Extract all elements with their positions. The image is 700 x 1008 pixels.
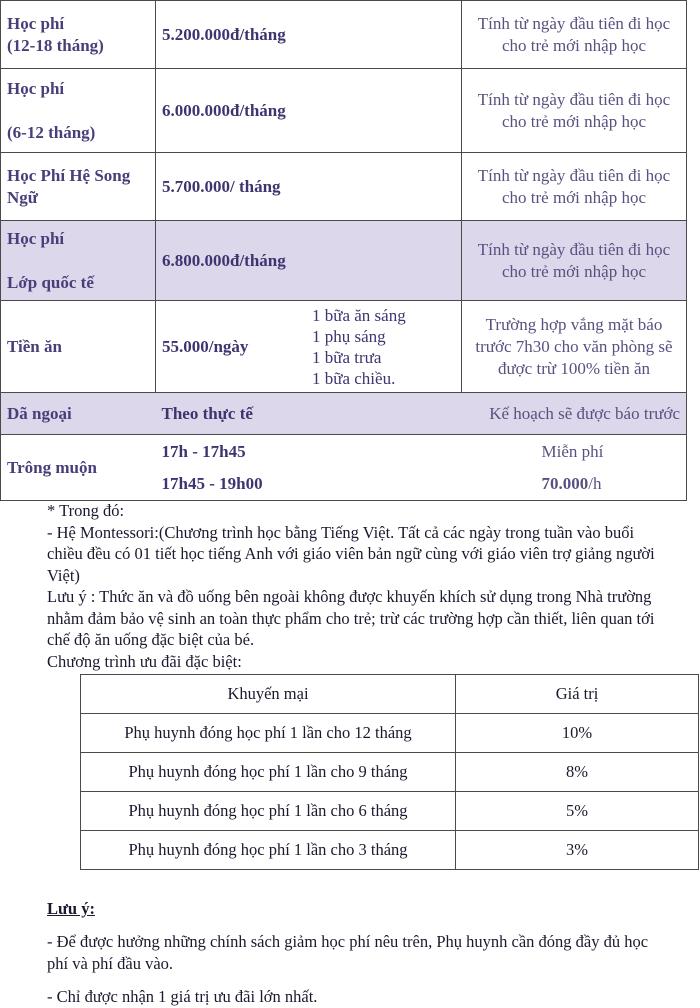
- fee-row-label: Học phí (12-18 tháng): [1, 1, 156, 69]
- late-price-2-value: 70.000: [541, 473, 589, 493]
- fee-row-note: Tính từ ngày đầu tiên đi học cho trẻ mới nhập học: [462, 69, 687, 153]
- fee-row-note: Tính từ ngày đầu tiên đi học cho trẻ mới nhập học: [462, 221, 687, 301]
- fee-row: [1, 1, 687, 69]
- fee-row-amount: 5.700.000/ tháng: [156, 153, 462, 221]
- late-time-1: 17h - 17h45: [161, 441, 246, 461]
- meals-amount: 55.000/ngày: [162, 336, 249, 356]
- promo-value: 8%: [456, 753, 699, 792]
- fee-table: [0, 0, 687, 501]
- late-price-1: Miễn phí: [541, 441, 604, 461]
- meals-row: [1, 301, 687, 393]
- late-price-2: [542, 468, 681, 500]
- trip-row: [1, 393, 687, 435]
- remark-line-2: - Chỉ được nhận 1 giá trị ưu đãi lớn nhất.: [47, 987, 318, 1006]
- promo-offer: Phụ huynh đóng học phí 1 lần cho 6 tháng: [81, 792, 456, 831]
- promo-offer: Phụ huynh đóng học phí 1 lần cho 3 tháng: [81, 831, 456, 870]
- remark-heading: Lưu ý:: [47, 899, 95, 918]
- late-prices: [462, 435, 687, 501]
- fee-row-amount: 6.800.000đ/tháng: [156, 221, 462, 301]
- late-label: Trông muộn: [1, 435, 156, 501]
- promo-header-row: [81, 675, 699, 714]
- promo-value: 3%: [456, 831, 699, 870]
- notes-montessori: - Hệ Montessori:(Chương trình học bằng Tiếng Việt. Tất cả các ngày trong tuần vào buổi chiều đều có 01 tiết học tiếng Anh với giáo viên bản ngữ cùng với giáo viên trợ giảng người Việt): [47, 522, 655, 585]
- meals-cell: [156, 301, 462, 393]
- fee-row-amount: 5.200.000đ/tháng: [156, 1, 462, 69]
- notes-intro: * Trong đó:: [47, 501, 125, 520]
- late-row: [1, 435, 687, 501]
- fee-row-note: Tính từ ngày đầu tiên đi học cho trẻ mới nhập học: [462, 1, 687, 69]
- fee-row: [1, 221, 687, 301]
- late-price-2-unit: /h: [588, 473, 602, 493]
- promo-row: [81, 831, 699, 870]
- fee-row-label: Học phí (6-12 tháng): [1, 69, 156, 153]
- notes-special: Chương trình ưu đãi đặc biệt:: [47, 651, 242, 671]
- meals-note: Trường hợp vắng mặt báo trước 7h30 cho văn phòng sẽ được trừ 100% tiền ăn: [462, 301, 687, 393]
- notes-food: Lưu ý : Thức ăn và đồ uống bên ngoài không được khuyến khích sử dụng trong Nhà trường nhằm đảm bảo vệ sinh an toàn thực phẩm cho trẻ; trừ các trường hợp cần thiết, liên quan tới chế độ ăn uống đặc biệt của bé.: [47, 587, 655, 649]
- promo-offer: Phụ huynh đóng học phí 1 lần cho 12 tháng: [81, 714, 456, 753]
- fee-row: [1, 153, 687, 221]
- promo-offer: Phụ huynh đóng học phí 1 lần cho 9 tháng: [81, 753, 456, 792]
- promo-header-offer: Khuyến mại: [81, 675, 456, 714]
- fee-row: [1, 69, 687, 153]
- promo-row: [81, 714, 699, 753]
- remark-line-1: - Để được hưởng những chính sách giảm học phí nêu trên, Phụ huynh cần đóng đầy đủ học phí và phí đầu vào.: [47, 932, 649, 973]
- meals-label: Tiền ăn: [1, 301, 156, 393]
- late-time-2: 17h45 - 19h00: [161, 473, 263, 493]
- meals-items: 1 bữa ăn sáng 1 phụ sáng 1 bữa trưa 1 bữa chiều.: [312, 305, 406, 388]
- late-times: [156, 435, 462, 501]
- fee-row-note: Tính từ ngày đầu tiên đi học cho trẻ mới nhập học: [462, 153, 687, 221]
- promo-row: [81, 753, 699, 792]
- promo-header-value: Giá trị: [456, 675, 699, 714]
- fee-row-amount: 6.000.000đ/tháng: [156, 69, 462, 153]
- promo-value: 10%: [456, 714, 699, 753]
- remark-section: [47, 898, 667, 1008]
- trip-label: Dã ngoại: [1, 393, 156, 435]
- fee-row-label: Học Phí Hệ Song Ngữ: [1, 153, 156, 221]
- trip-note: Kế hoạch sẽ được báo trước: [462, 393, 687, 435]
- promo-value: 5%: [456, 792, 699, 831]
- trip-amount: Theo thực tế: [156, 393, 462, 435]
- promo-row: [81, 792, 699, 831]
- notes-section: [47, 500, 657, 672]
- promo-table: [80, 674, 699, 870]
- fee-row-label: Học phí Lớp quốc tế: [1, 221, 156, 301]
